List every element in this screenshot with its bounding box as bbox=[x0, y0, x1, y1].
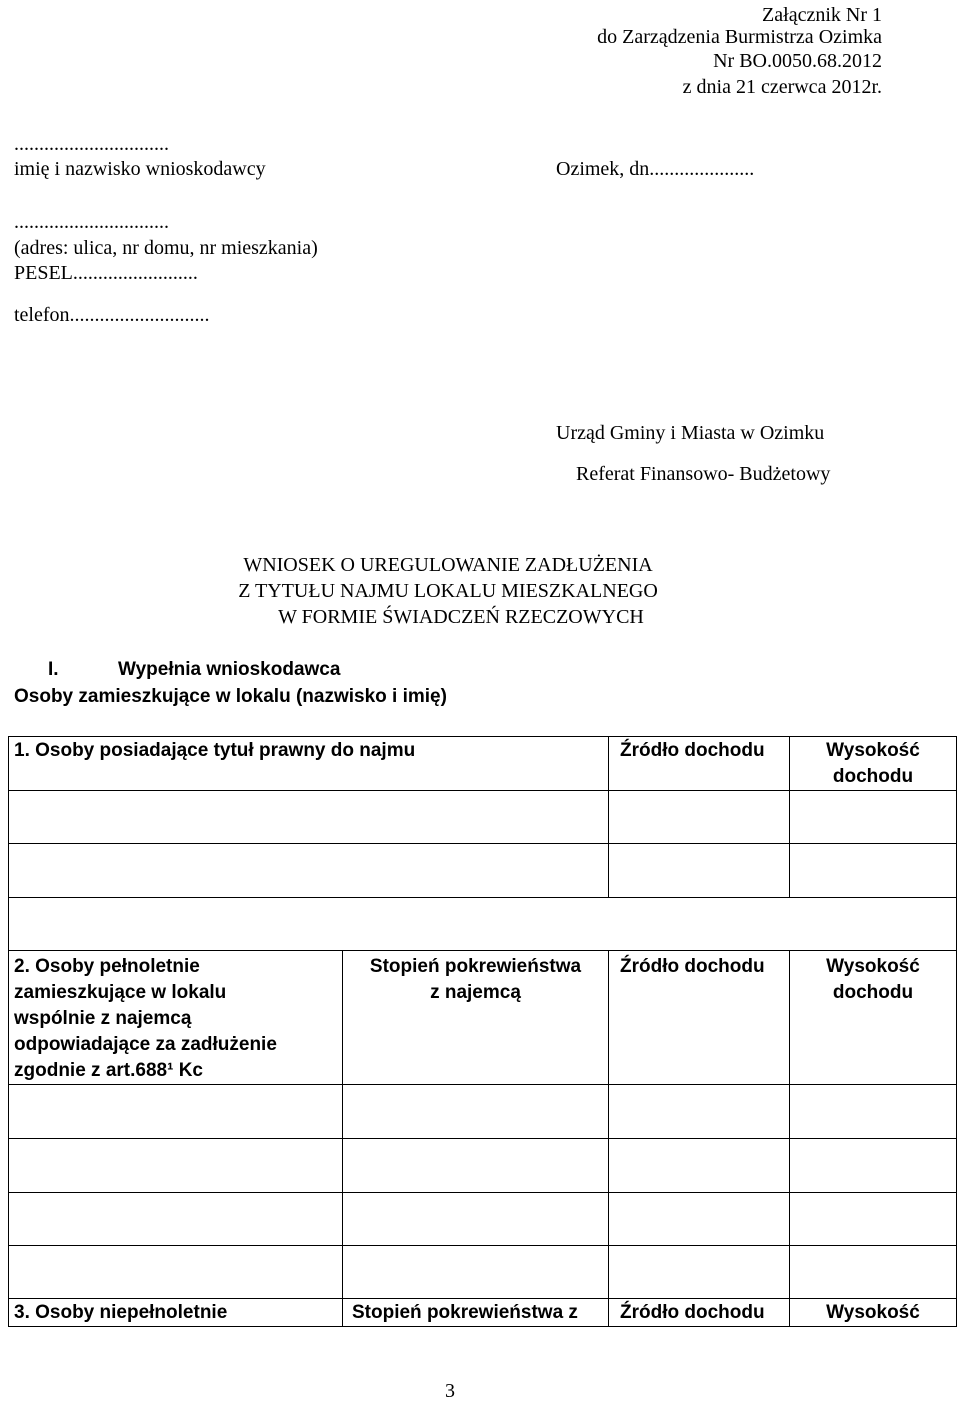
attachment-line-3: Nr BO.0050.68.2012 bbox=[713, 50, 882, 72]
s2-kinship-header-2: z najemcą bbox=[430, 982, 521, 1003]
attachment-line-4: z dnia 21 czerwca 2012r. bbox=[682, 76, 882, 98]
applicant-pesel: PESEL......................... bbox=[14, 262, 198, 284]
s1-income-source-header: Źródło dochodu bbox=[620, 740, 765, 761]
title-line-2: Z TYTUŁU NAJMU LOKALU MIESZKALNEGO bbox=[238, 580, 658, 602]
s2-persons-header-3: wspólnie z najemcą bbox=[14, 1008, 192, 1029]
attachment-line-2: do Zarządzenia Burmistrza Ozimka bbox=[597, 26, 882, 48]
s2-income-source-header: Źródło dochodu bbox=[620, 956, 765, 977]
s3-income-amount-header: Wysokość bbox=[826, 1302, 920, 1323]
s2-persons-header-5: zgodnie z art.688¹ Kc bbox=[14, 1060, 203, 1081]
applicant-name-label: imię i nazwisko wnioskodawcy bbox=[14, 158, 266, 180]
s2-kinship-header-1: Stopień pokrewieństwa bbox=[369, 956, 582, 977]
s2-persons-header-1: 2. Osoby pełnoletnie bbox=[14, 956, 200, 977]
s2-persons-header-2: zamieszkujące w lokalu bbox=[14, 982, 227, 1003]
recipient-office: Urząd Gminy i Miasta w Ozimku bbox=[556, 422, 825, 444]
s1-income-amount-header-1: Wysokość bbox=[826, 740, 920, 761]
s3-income-source-header: Źródło dochodu bbox=[620, 1302, 765, 1323]
applicant-address-dots: ............................... bbox=[14, 211, 169, 233]
title-line-3: W FORMIE ŚWIADCZEŃ RZECZOWYCH bbox=[278, 606, 644, 628]
applicant-address-label: (adres: ulica, nr domu, nr mieszkania) bbox=[14, 237, 318, 259]
recipient-department: Referat Finansowo- Budżetowy bbox=[576, 463, 831, 485]
applicant-phone: telefon............................ bbox=[14, 304, 210, 326]
s2-persons-header-4: odpowiadające za zadłużenie bbox=[14, 1034, 277, 1055]
title-line-1: WNIOSEK O UREGULOWANIE ZADŁUŻENIA bbox=[243, 554, 653, 576]
applicant-name-dots: ............................... bbox=[14, 133, 169, 155]
place-date: Ozimek, dn..................... bbox=[556, 158, 755, 180]
page-number: 3 bbox=[445, 1380, 455, 1402]
s1-persons-header: 1. Osoby posiadające tytuł prawny do najmu bbox=[14, 740, 416, 761]
s1-income-amount-header-2: dochodu bbox=[832, 766, 914, 787]
s3-kinship-header: Stopień pokrewieństwa z bbox=[352, 1302, 578, 1323]
attachment-line-1: Załącznik Nr 1 bbox=[762, 4, 882, 26]
section-subheading: Osoby zamieszkujące w lokalu (nazwisko i imię) bbox=[14, 686, 447, 707]
section-number: I. bbox=[48, 659, 59, 680]
s2-income-amount-header-2: dochodu bbox=[832, 982, 914, 1003]
s2-income-amount-header-1: Wysokość bbox=[826, 956, 920, 977]
section-heading: Wypełnia wnioskodawca bbox=[118, 659, 341, 680]
s3-persons-header: 3. Osoby niepełnoletnie bbox=[14, 1302, 228, 1323]
